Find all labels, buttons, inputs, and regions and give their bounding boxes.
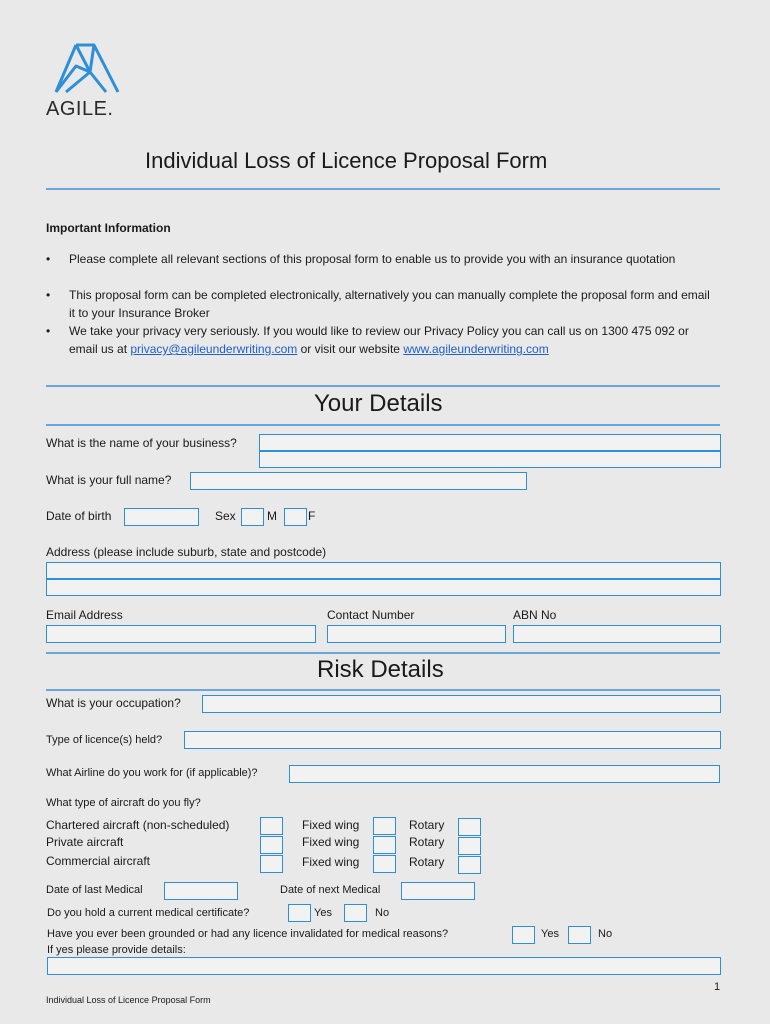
grounded-yes-checkbox[interactable] (512, 926, 535, 944)
details-field[interactable] (47, 957, 721, 975)
last-medical-label: Date of last Medical (46, 884, 143, 896)
agile-logo-icon (52, 42, 124, 94)
email-field[interactable] (46, 625, 316, 643)
address-field-1[interactable] (46, 562, 721, 579)
next-medical-field[interactable] (401, 882, 475, 900)
grounded-label: Have you ever been grounded or had any licence invalidated for medical reasons? (47, 928, 449, 940)
your-details-bottom-rule (46, 424, 720, 426)
licence-field[interactable] (184, 731, 721, 749)
sex-m-label: M (267, 509, 277, 523)
contact-field[interactable] (327, 625, 506, 643)
business-field-2[interactable] (259, 451, 721, 468)
fixed-wing-label: Fixed wing (302, 818, 360, 832)
sex-m-checkbox[interactable] (241, 508, 264, 526)
address-field-2[interactable] (46, 579, 721, 596)
contact-label: Contact Number (327, 608, 415, 622)
fullname-label: What is your full name? (46, 473, 172, 487)
commercial-rotary-checkbox[interactable] (458, 856, 481, 874)
chartered-checkbox[interactable] (260, 817, 283, 835)
abn-field[interactable] (513, 625, 721, 643)
risk-details-heading: Risk Details (317, 656, 444, 683)
commercial-fixed-checkbox[interactable] (373, 855, 396, 873)
page-number: 1 (714, 981, 721, 993)
licence-label: Type of licence(s) held? (46, 734, 163, 746)
business-field-1[interactable] (259, 434, 721, 451)
privacy-email-link[interactable]: privacy@agileunderwriting.com (130, 342, 298, 356)
dob-label: Date of birth (46, 509, 112, 523)
address-label: Address (please include suburb, state and postcode) (46, 545, 327, 559)
private-checkbox[interactable] (260, 836, 283, 854)
form-title: Individual Loss of Licence Proposal Form (145, 148, 548, 173)
certificate-no-label: No (375, 907, 390, 919)
aircraft-type-label: Commercial aircraft (46, 854, 151, 868)
certificate-yes-label: Yes (314, 907, 332, 919)
bullet-text: Please complete all relevant sections of this proposal form to enable us to provide you with an insurance quotation (69, 252, 676, 266)
bullet-text: This proposal form can be completed electronically, alternatively you can manually complete the proposal form and email it to your Insurance Broker (69, 288, 710, 320)
fixed-wing-label: Fixed wing (302, 855, 360, 869)
airline-label: What Airline do you work for (if applicable)? (46, 767, 258, 779)
occupation-label: What is your occupation? (46, 696, 181, 710)
aircraft-label: What type of aircraft do you fly? (46, 797, 201, 809)
occupation-field[interactable] (202, 695, 721, 713)
last-medical-field[interactable] (164, 882, 238, 900)
certificate-no-checkbox[interactable] (344, 904, 367, 922)
details-label: If yes please provide details: (47, 944, 186, 956)
risk-details-bottom-rule (46, 689, 720, 691)
private-rotary-checkbox[interactable] (458, 837, 481, 855)
airline-field[interactable] (289, 765, 720, 783)
bullet-dot: • (46, 324, 51, 338)
logo-text: AGILE. (46, 98, 114, 120)
sex-f-checkbox[interactable] (284, 508, 307, 526)
aircraft-type-label: Chartered aircraft (non-scheduled) (46, 818, 230, 832)
dob-field[interactable] (124, 508, 199, 526)
sex-f-label: F (308, 509, 316, 523)
business-label: What is the name of your business? (46, 436, 237, 450)
commercial-checkbox[interactable] (260, 855, 283, 873)
your-details-heading: Your Details (314, 390, 443, 417)
next-medical-label: Date of next Medical (280, 884, 381, 896)
rotary-label: Rotary (409, 835, 445, 849)
email-label: Email Address (46, 608, 123, 622)
bullet-dot: • (46, 252, 51, 266)
rotary-label: Rotary (409, 855, 445, 869)
fixed-wing-label: Fixed wing (302, 835, 360, 849)
bullet-dot: • (46, 288, 51, 302)
chartered-rotary-checkbox[interactable] (458, 818, 481, 836)
website-link[interactable]: www.agileunderwriting.com (403, 342, 549, 356)
abn-label: ABN No (513, 608, 557, 622)
certificate-label: Do you hold a current medical certificate? (47, 907, 250, 919)
risk-details-top-rule (46, 652, 720, 654)
website-text: or visit our website (297, 342, 404, 356)
important-heading: Important Information (46, 221, 171, 235)
fullname-field[interactable] (190, 472, 527, 490)
agile-logo (46, 42, 126, 122)
footer-text: Individual Loss of Licence Proposal Form (46, 995, 211, 1005)
private-fixed-checkbox[interactable] (373, 836, 396, 854)
bullet-text (69, 322, 714, 358)
privacy-text: We take your privacy very seriously. If you would like to review our Privacy Policy you can call us on 1300 475 092 or email us at (69, 324, 689, 356)
your-details-top-rule (46, 385, 720, 387)
certificate-yes-checkbox[interactable] (288, 904, 311, 922)
title-divider (46, 188, 720, 190)
sex-label: Sex (215, 509, 236, 523)
grounded-no-checkbox[interactable] (568, 926, 591, 944)
grounded-no-label: No (598, 928, 613, 940)
aircraft-type-label: Private aircraft (46, 835, 124, 849)
grounded-yes-label: Yes (541, 928, 559, 940)
chartered-fixed-checkbox[interactable] (373, 817, 396, 835)
rotary-label: Rotary (409, 818, 445, 832)
